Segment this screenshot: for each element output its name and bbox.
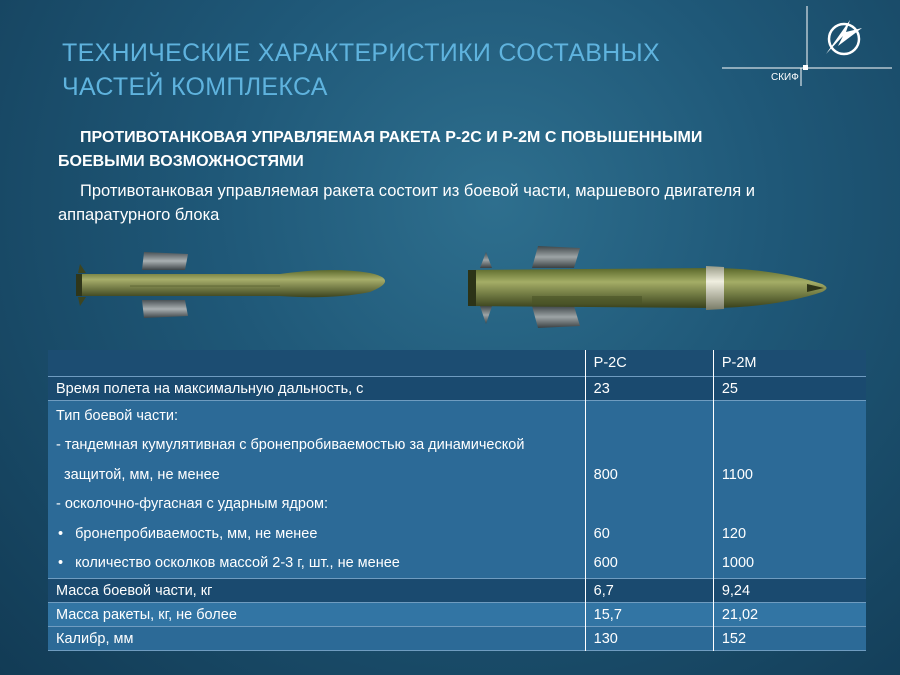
warhead-line-2: - тандемная кумулятивная с бронепробиваемостью за динамической <box>56 437 525 454</box>
warhead-line-6-text: количество осколков массой 2-3 г, шт., не менее <box>75 555 400 572</box>
he-penetration-r2s: 60 <box>593 525 610 542</box>
table-row-caliber <box>48 627 866 651</box>
warhead-line-6 <box>56 549 577 579</box>
tandem-penetration-r2s: 800 <box>593 466 618 483</box>
warhead-mass-r2m: 9,24 <box>713 579 866 603</box>
subtitle-line-2: БОЕВЫМИ ВОЗМОЖНОСТЯМИ <box>58 153 304 170</box>
warhead-type-cell <box>48 401 585 579</box>
skif-logo-icon <box>722 6 892 96</box>
caliber-label: Калибр, мм <box>48 627 585 651</box>
missile-mass-label: Масса ракеты, кг, не более <box>48 603 585 627</box>
logo-text: СКИФ <box>771 72 799 83</box>
header-cell-r2m: Р-2М <box>713 350 866 377</box>
intro-line-2: аппаратурного блока <box>58 206 220 224</box>
warhead-line-5 <box>56 519 577 549</box>
he-penetration-r2m: 120 <box>721 525 747 542</box>
flight-time-r2s: 23 <box>585 377 713 401</box>
header-cell-blank <box>48 350 585 377</box>
section-subtitle <box>58 126 858 174</box>
fragments-r2s: 600 <box>593 555 618 572</box>
header-cell-r2s: Р-2С <box>585 350 713 377</box>
missile-mass-r2s: 15,7 <box>585 603 713 627</box>
table-row-warhead-mass <box>48 579 866 603</box>
fragments-r2m: 1000 <box>721 555 755 572</box>
bullet-icon: • <box>58 555 64 572</box>
caliber-r2s: 130 <box>585 627 713 651</box>
intro-paragraph <box>58 179 858 227</box>
warhead-mass-label: Масса боевой части, кг <box>48 579 585 603</box>
missile-mass-r2m: 21,02 <box>713 603 866 627</box>
warhead-r2s-cell <box>585 401 713 579</box>
flight-time-r2m: 25 <box>713 377 866 401</box>
subtitle-line-1: ПРОТИВОТАНКОВАЯ УПРАВЛЯЕМАЯ РАКЕТА Р-2С И Р-2М С ПОВЫШЕННЫМИ <box>80 129 703 146</box>
page-title <box>62 36 682 104</box>
table-row-warhead-type <box>48 401 866 579</box>
bullet-icon: • <box>58 525 64 542</box>
missile-r2m-image <box>462 240 832 335</box>
warhead-r2m-cell <box>713 401 866 579</box>
warhead-line-4: - осколочно-фугасная с ударным ядром: <box>56 496 329 513</box>
warhead-line-1: Тип боевой части: <box>56 407 179 424</box>
tandem-penetration-r2m: 1100 <box>721 466 753 483</box>
warhead-line-5-text: бронепробиваемость, мм, не менее <box>75 525 318 542</box>
caliber-r2m: 152 <box>713 627 866 651</box>
missile-r2s-image <box>70 240 400 330</box>
warhead-line-3: защитой, мм, не менее <box>64 466 220 483</box>
title-line-2: ЧАСТЕЙ КОМПЛЕКСА <box>62 73 328 101</box>
warhead-mass-r2s: 6,7 <box>585 579 713 603</box>
table-row-missile-mass <box>48 603 866 627</box>
specs-table <box>48 350 866 651</box>
title-line-1: ТЕХНИЧЕСКИЕ ХАРАКТЕРИСТИКИ СОСТАВНЫХ <box>62 39 660 67</box>
flight-time-label: Время полета на максимальную дальность, с <box>48 377 585 401</box>
intro-line-1: Противотанковая управляемая ракета состоит из боевой части, маршевого двигателя и <box>80 182 755 200</box>
table-header-row <box>48 350 866 377</box>
table-row-flight-time <box>48 377 866 401</box>
